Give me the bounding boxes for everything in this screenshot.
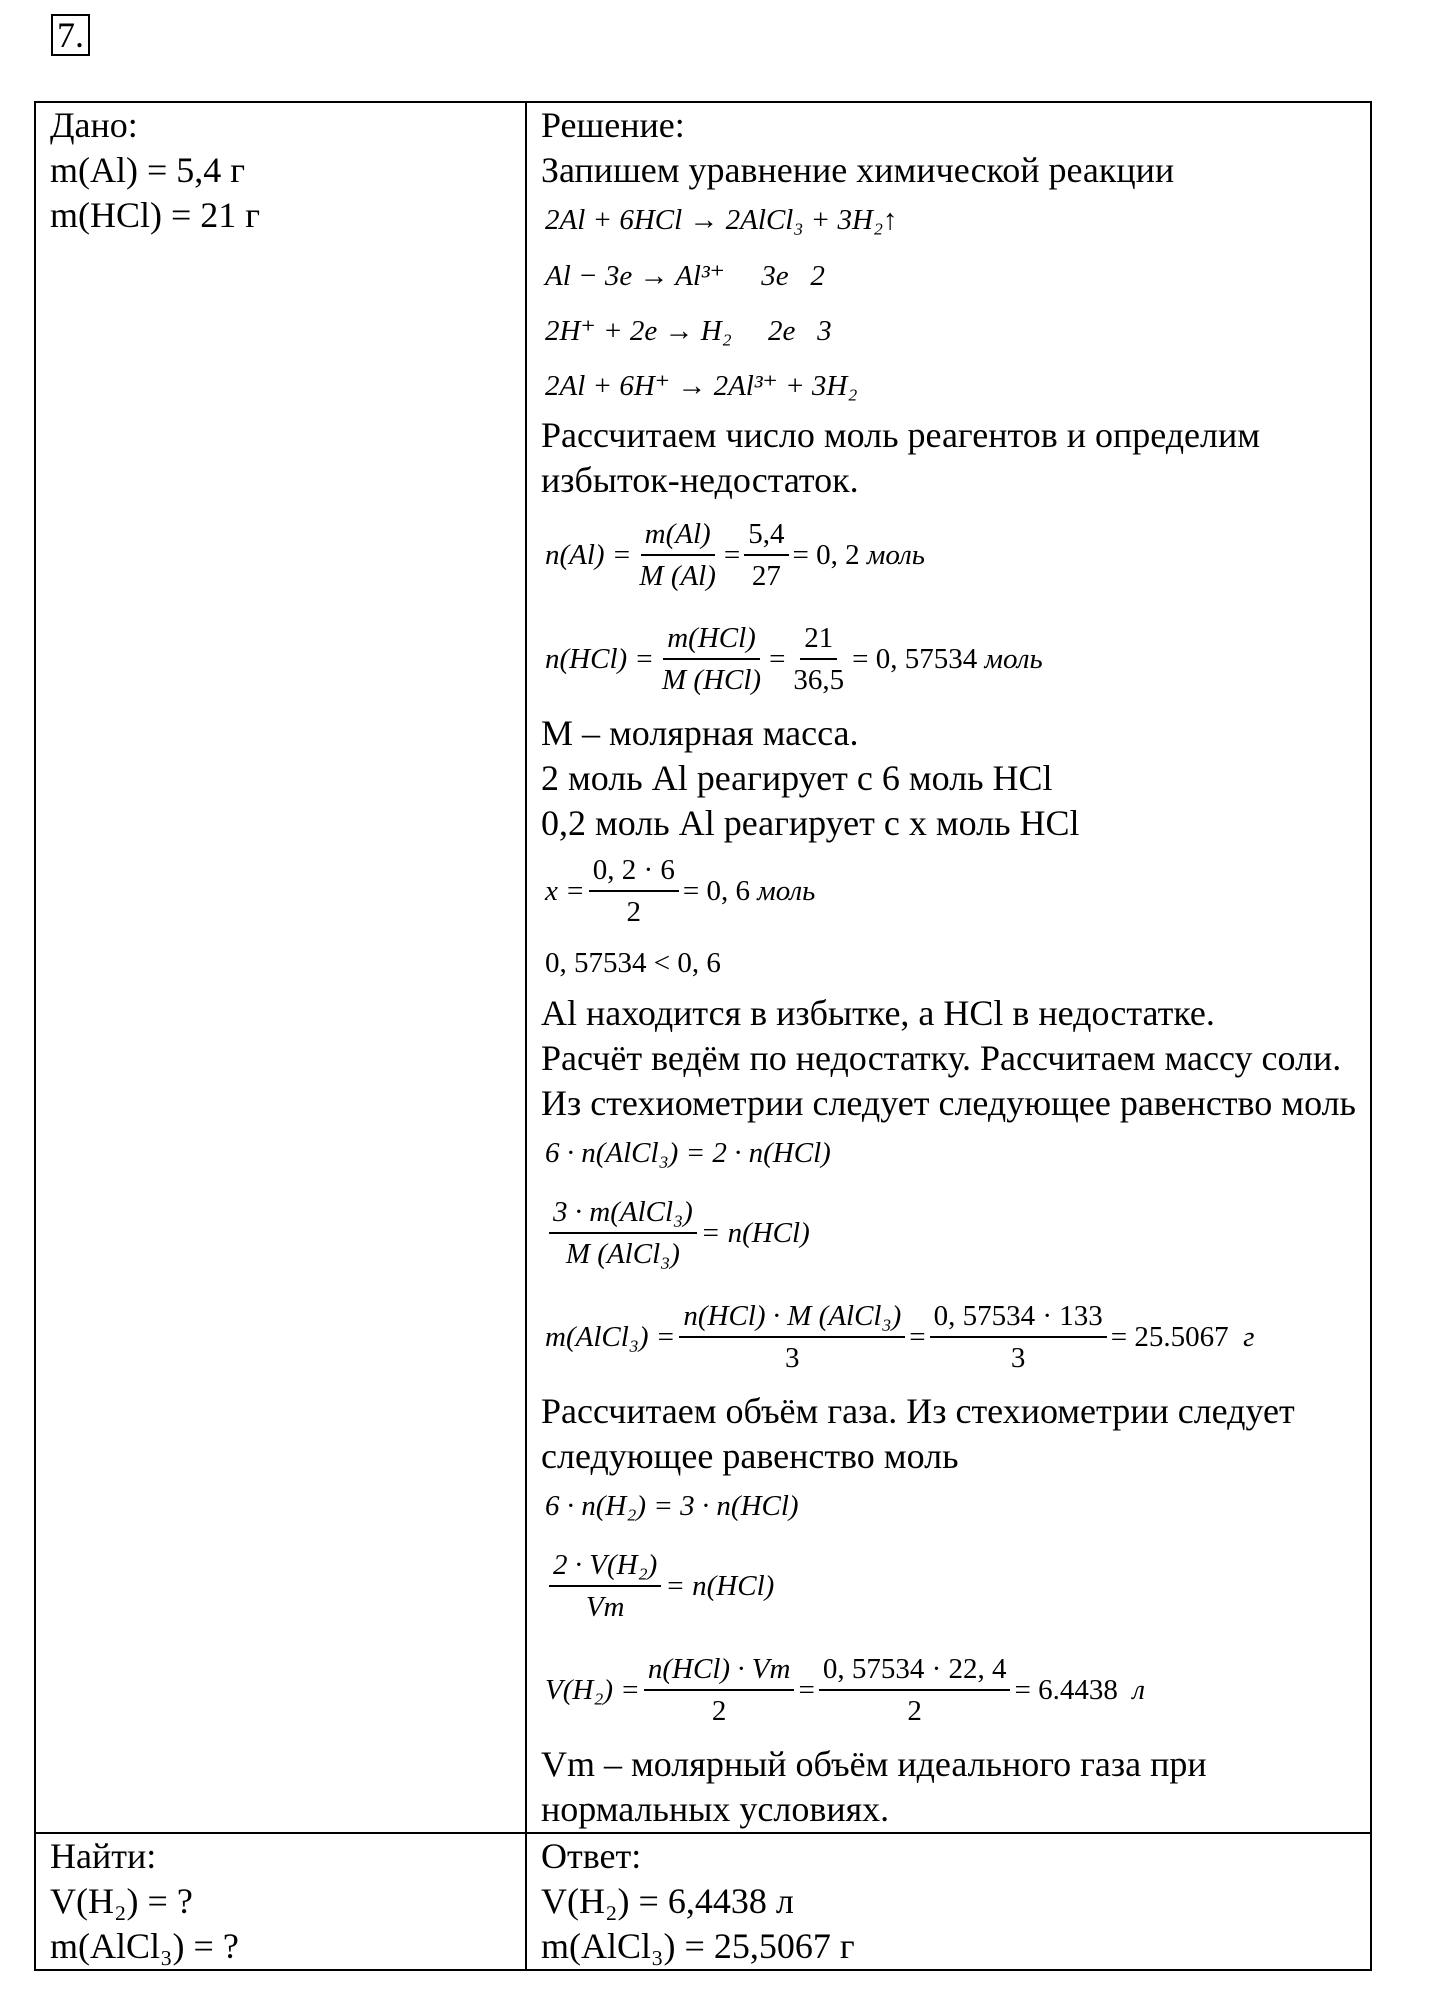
calc-result: = 0, 2 xyxy=(792,538,860,571)
fraction-numerator: 2 · V(H₂) xyxy=(549,1547,661,1587)
fraction-numerator: 0, 57534 · 133 xyxy=(930,1298,1107,1338)
fraction-numerator: 5,4 xyxy=(744,516,788,556)
find-cell xyxy=(35,1833,526,1970)
equation-rhs: = n(HCl) xyxy=(700,1216,810,1249)
solution-cell xyxy=(526,102,1371,1833)
given-line: m(Al) = 5,4 г xyxy=(50,150,246,190)
calc-x xyxy=(545,846,1370,936)
fraction-denominator: 2 xyxy=(711,1695,727,1727)
fraction xyxy=(930,1298,1107,1376)
solution-heading: Решение: xyxy=(541,105,685,145)
fraction-numerator: 0, 57534 · 22, 4 xyxy=(819,1651,1011,1691)
calc-n-al: n(Al) = $\frac{m(Al)}{M (Al)}$ = $\frac{5,4}{27}$ = 0, 2 моль xyxy=(545,518,926,592)
fraction-denominator: 2 xyxy=(907,1695,922,1727)
fraction-denominator: M (HCl) xyxy=(661,664,762,696)
answer-heading: Ответ: xyxy=(541,1836,642,1876)
salt-equation-2 xyxy=(545,1181,1370,1285)
gas-equation-1: 6 · n(H₂) = 3 · n(HCl) xyxy=(545,1490,799,1522)
molar-mass-text: M – молярная масса. xyxy=(541,713,859,753)
calc-result: = 0, 6 xyxy=(682,874,750,907)
fraction-numerator: 21 xyxy=(800,620,837,660)
fraction-numerator: n(HCl) · M (AlCl₃) xyxy=(679,1298,905,1338)
find-line: m(AlCl₃) = ? xyxy=(50,1926,239,1966)
answer-cell xyxy=(526,1833,1371,1970)
calc-gas-volume: V(H₂) = n(HCl) · Vm 2 = $\frac{0, 57534 \cdot 22, 4}{2}$ = 6.4438 л xyxy=(545,1653,1145,1727)
fraction-numerator: n(HCl) · Vm xyxy=(644,1651,795,1691)
gas-equation-2 xyxy=(545,1534,1370,1638)
reduction-half-reaction: 2H⁺ + 2e → H₂ 2e 3 xyxy=(545,315,832,347)
calc-n-hcl: n(HCl) = m(HCl) M (HCl) = $\frac{21}{36,5}$ = 0, 57534 моль xyxy=(545,622,1043,696)
fraction-denominator: 3 xyxy=(1010,1342,1026,1374)
vm-text: Vm – молярный объём идеального газа при нормальных условиях. xyxy=(541,1744,1207,1829)
ratio-text-1: 2 моль Al реагирует с 6 моль HCl xyxy=(541,758,1053,798)
moles-text: Рассчитаем число моль реагентов и определим избыток-недостаток. xyxy=(541,415,1261,500)
given-heading: Дано: xyxy=(50,105,138,145)
equation-rhs: = n(HCl) xyxy=(665,1569,775,1602)
calc-lhs: x = xyxy=(545,874,585,907)
solution-intro: Запишем уравнение химической реакции xyxy=(541,150,1175,190)
gas-text: Рассчитаем объём газа. Из стехиометрии следует следующее равенство моль xyxy=(541,1391,1295,1476)
fraction xyxy=(549,1194,697,1272)
excess-text: Al находится в избытке, а HCl в недостатке. xyxy=(541,993,1215,1033)
calc-result: = 6.4438 xyxy=(1014,1673,1118,1706)
calc-result: = 25.5067 xyxy=(1110,1320,1229,1353)
calc-unit: моль xyxy=(757,874,816,907)
fraction-numerator: m(HCl) xyxy=(663,620,760,660)
find-heading: Найти: xyxy=(50,1836,157,1876)
calc-salt-mass: m(AlCl₃) = n(HCl) · M (AlCl₃) 3 = $\frac{0, 57534 \cdot 133}{3}$ = 25.5067 г xyxy=(545,1300,1255,1374)
find-line: V(H₂) = ? xyxy=(50,1881,193,1921)
ratio-text-2: 0,2 моль Al реагирует с x моль HCl xyxy=(541,803,1080,843)
fraction-denominator: M (AlCl₃) xyxy=(565,1238,680,1270)
fraction xyxy=(635,516,720,594)
answer-line: V(H₂) = 6,4438 л xyxy=(541,1881,794,1921)
fraction-denominator: 27 xyxy=(751,560,781,592)
solution-table xyxy=(34,101,1372,1971)
calc-lhs: n(Al) = xyxy=(545,538,632,571)
given-line: m(HCl) = 21 г xyxy=(50,195,261,235)
fraction xyxy=(819,1651,1011,1729)
fraction-denominator: 3 xyxy=(785,1342,800,1374)
fraction-numerator: 3 · m(AlCl₃) xyxy=(549,1194,697,1234)
calc-lhs: n(HCl) = xyxy=(545,642,654,675)
fraction xyxy=(644,1651,795,1729)
calc-result: = 0, 57534 xyxy=(852,642,978,675)
fraction-numerator: m(Al) xyxy=(641,516,715,556)
answer-line: m(AlCl₃) = 25,5067 г xyxy=(541,1926,855,1966)
oxidation-half-reaction: Al − 3e → Al³⁺ 3e 2 xyxy=(545,260,825,292)
fraction-denominator: 36,5 xyxy=(793,664,845,696)
calc-unit: л xyxy=(1132,1673,1145,1706)
calc-unit: г xyxy=(1243,1320,1255,1353)
fraction xyxy=(658,620,765,698)
salt-equation-1: 6 · n(AlCl₃) = 2 · n(HCl) xyxy=(545,1137,831,1169)
fraction xyxy=(679,1298,905,1376)
fraction xyxy=(589,852,679,930)
ionic-equation: 2Al + 6H⁺ → 2Al³⁺ + 3H₂ xyxy=(545,370,858,402)
calc-lhs: V(H₂) = xyxy=(545,1673,640,1706)
salt-text: Расчёт ведём по недостатку. Рассчитаем массу соли. Из стехиометрии следует следующее равенство моль xyxy=(541,1038,1356,1123)
fraction-denominator: 2 xyxy=(626,896,642,928)
reaction-equation: 2Al + 6HCl → 2AlCl₃ + 3H₂↑ xyxy=(545,204,898,236)
task-number: 7. xyxy=(51,14,90,56)
calc-unit: моль xyxy=(866,538,926,571)
fraction-numerator: 0, 2 · 6 xyxy=(589,852,679,892)
fraction xyxy=(789,620,848,698)
calc-unit: моль xyxy=(984,642,1043,675)
comparison: 0, 57534 < 0, 6 xyxy=(545,947,721,979)
given-cell xyxy=(35,102,526,1833)
fraction xyxy=(744,516,788,594)
fraction xyxy=(549,1547,661,1625)
calc-lhs: m(AlCl₃) = xyxy=(545,1320,676,1353)
fraction-denominator: Vm xyxy=(585,1591,625,1623)
fraction-denominator: M (Al) xyxy=(639,560,716,592)
